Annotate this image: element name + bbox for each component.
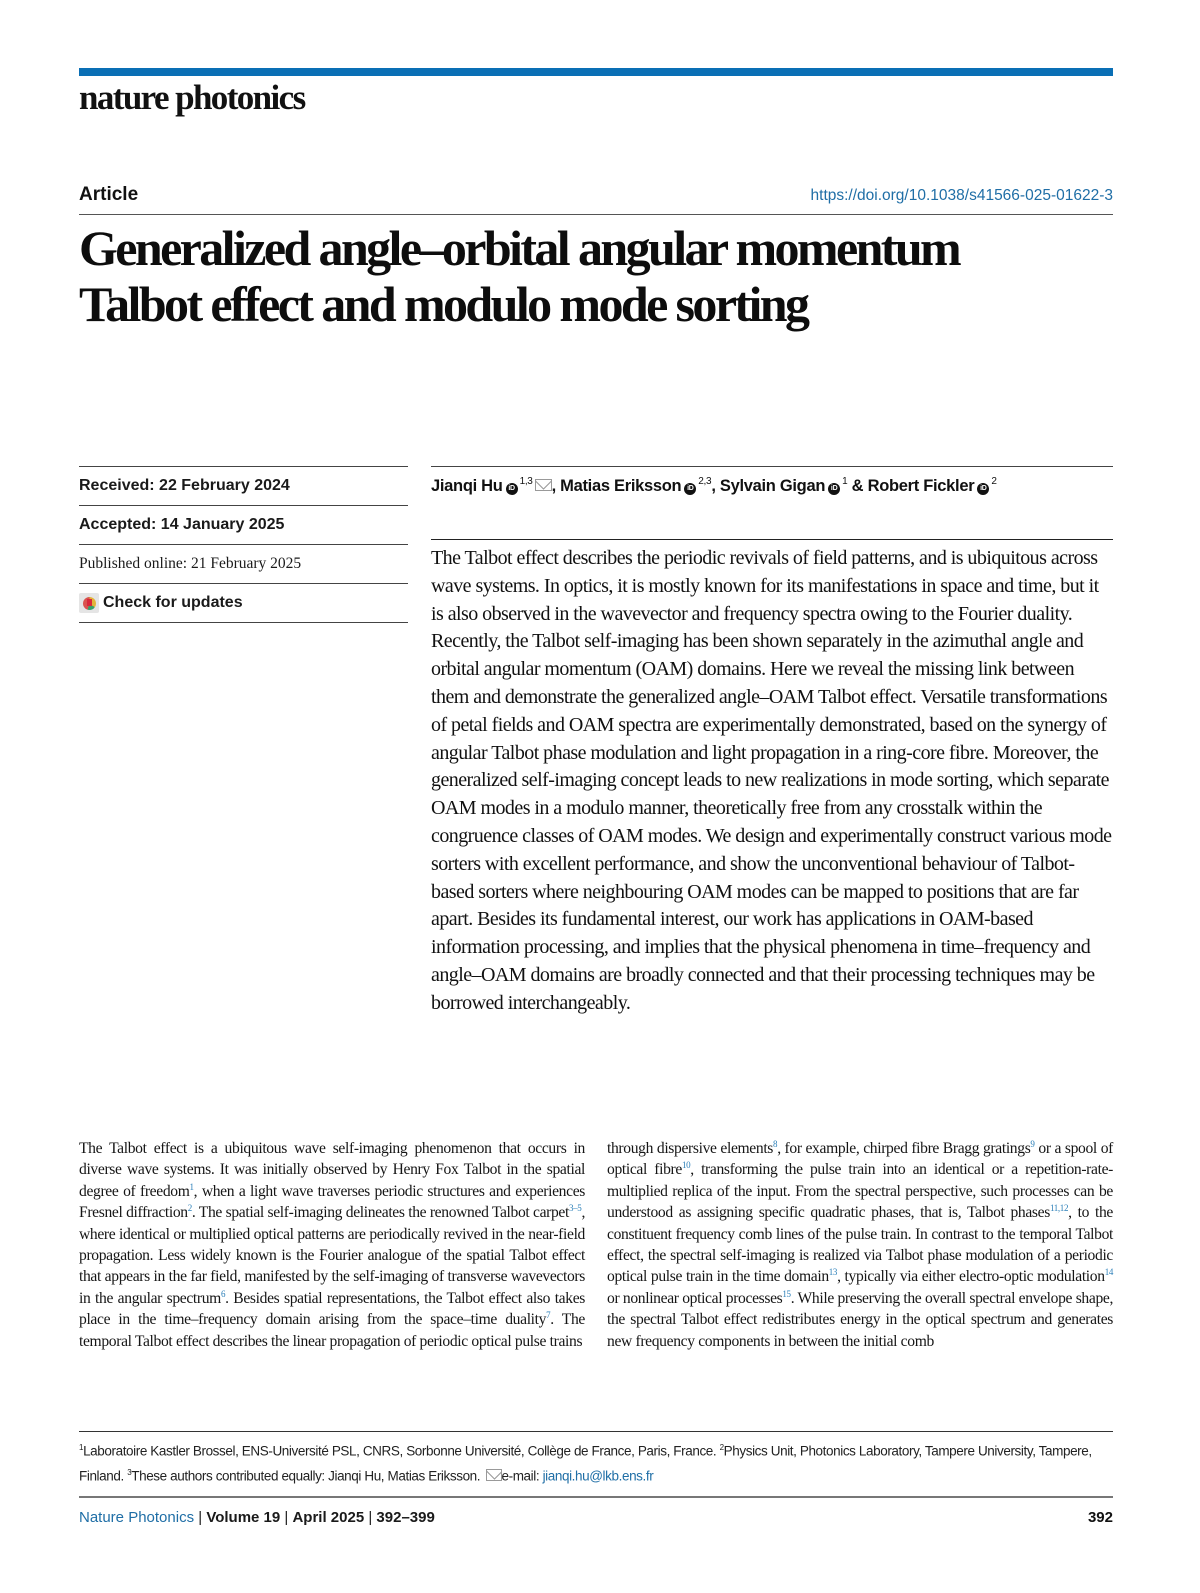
reference-link[interactable]: 6 [220,1288,226,1299]
affiliation-2: Physics Unit, Photonics Laboratory, Tampere University, Tampere, Finland. [79,1443,1092,1484]
body-text-column-right: through dispersive elements$^8$, for example, chirped fibre Bragg gratings$^9$ or a spool of optical fibre$^{10}$, transforming the pulse train into an identical or a repetition-rate-multiplied replica of the input. From the spectral perspective, such processes can be understood as assigning specific quadratic phases, that is, Talbot phases$^{11,12}$, to the constituent frequency comb lines of the pulse train. In contrast to the temporal Talbot effect, the spectral self-imaging is realized via Talbot phase modulation of a periodic optical pulse train in the time domain$^{13}$, typically via either electro-optic modulation$^{14}$ or nonlinear optical processes$^{15}$. While preserving the overall spectral envelope shape, the spectral Talbot effect redistributes energy in the optical spectrum and generates new frequency components in between the initial comb [607,1138,1114,1350]
reference-link[interactable]: 7 [546,1310,551,1321]
author-name[interactable]: Sylvain Gigan [719,477,826,495]
mail-icon[interactable] [535,479,552,491]
doi-link[interactable]: https://doi.org/10.1038/s41566-025-01622-3 [810,187,1113,204]
affiliation-1: Laboratoire Kastler Brossel, ENS-Université PSL, CNRS, Sorbonne Université, Collège de France, Paris, France. [83,1443,720,1459]
affiliations [79,1437,1113,1487]
author-name[interactable]: Matias Eriksson [560,477,682,495]
divider [79,622,408,623]
affiliations-divider [79,1431,1113,1432]
header-divider [79,214,1113,215]
footer-volume: Volume 19 [206,1509,281,1526]
abstract-divider [431,539,1113,540]
separator: | [364,1509,377,1526]
footer-citation [79,1509,435,1526]
reference-link[interactable]: 8 [773,1138,778,1149]
author-affiliation-refs: 1,3 [519,476,533,487]
orcid-icon[interactable]: iD [684,483,696,495]
email-link[interactable]: jianqi.hu@lkb.ens.fr [542,1468,654,1484]
email-label: e-mail: [501,1468,543,1484]
check-for-updates-icon [79,593,99,613]
reference-link[interactable]: 14 [1104,1267,1113,1278]
article-history [79,466,408,623]
footer-divider [79,1496,1113,1498]
published-date: Published online: 21 February 2025 [79,555,302,572]
body-text-column-left: The Talbot effect is a ubiquitous wave self-imaging phenomenon that occurs in diverse wave systems. It was initially observed by Henry Fox Talbot in the spatial degree of freedom$^1$, when a light wave traverses periodic structures and experiences Fresnel diffraction$^2$. The spatial self-imaging delineates the renowned Talbot carpet$^{3-5}$, where identical or multiplied optical patterns are periodically revived in the near-field propagation. Less widely known is the Fourier analogue of the spatial Talbot effect that appears in the far field, manifested by the self-imaging of transverse wavevectors in the angular spectrum$^6$. Besides spatial representations, the Talbot effect also takes place in the time–frequency domain arising from the space–time duality$^7$. The temporal Talbot effect describes the linear propagation of periodic optical pulse trains [79,1140,586,1350]
article-title: Generalized angle–orbital angular momentum Talbot effect and modulo mode sorting [79,220,960,332]
affiliation-number: 1 [79,1443,84,1452]
reference-link[interactable]: 1 [189,1181,194,1192]
affiliation-number: 3 [127,1468,132,1477]
author-name[interactable]: Jianqi Hu [431,477,503,495]
reference-link[interactable]: 13 [828,1267,838,1278]
page-number: 392 [1087,1509,1113,1526]
orcid-icon[interactable]: iD [506,483,518,495]
abstract: The Talbot effect describes the periodic revivals of field patterns, and is ubiquitous across wave systems. In optics, it is mostly known for its manifestations in space and time, but it is also observed in the wavevector and frequency spectra owing to the Fourier duality. Recently, the Talbot self-imaging has been shown separately in the azimuthal angle and orbital angular momentum (OAM) domains. Here we reveal the missing link between them and demonstrate the generalized angle–OAM Talbot effect. Versatile transformations of petal fields and OAM spectra are experimentally demonstrated, based on the synergy of angular Talbot phase modulation and light propagation in a ring-core fibre. Moreover, the generalized self-imaging concept leads to new realizations in mode sorting, which separate OAM modes in a modulo manner, theoretically free from any crosstalk within the congruence classes of OAM modes. We design and experimentally construct various mode sorters with excellent performance, and show the unconventional behaviour of Talbot-based sorters where neighbouring OAM modes can be mapped to positions that are far apart. Besides its fundamental interest, our work has applications in OAM-based information processing, and implies that the physical phenomena in time–frequency and angle–OAM domains are broadly connected and that their processing techniques may be borrowed interchangeably. [431,547,1112,1014]
received-date: Received: 22 February 2024 [79,477,290,494]
journal-accent-bar [79,68,1113,76]
check-for-updates-label: Check for updates [103,594,243,611]
accepted-date: Accepted: 14 January 2025 [79,516,285,533]
orcid-icon[interactable]: iD [828,483,840,495]
article-type-label: Article [79,184,139,205]
reference-link[interactable]: 15 [782,1288,791,1299]
footer-journal-link[interactable]: Nature Photonics [79,1509,195,1526]
mail-icon [486,1469,502,1481]
author-affiliation-refs: 1 [842,476,848,487]
affiliation-number: 2 [719,1443,724,1452]
footer-pages: 392–399 [376,1509,435,1526]
author-separator: , [551,477,561,495]
author-separator: & [847,477,868,495]
reference-link[interactable]: 2 [187,1203,192,1214]
reference-link[interactable]: 10 [681,1160,691,1171]
authors-divider [431,466,1113,467]
check-for-updates-button[interactable] [79,584,408,622]
separator: | [194,1509,207,1526]
journal-logo: nature photonics [79,78,305,117]
reference-link[interactable]: 11,12 [1049,1203,1069,1214]
author-list [431,476,997,496]
orcid-icon[interactable]: iD [977,483,989,495]
author-name[interactable]: Robert Fickler [867,477,975,495]
equal-contribution-note: These authors contributed equally: Jianqi Hu, Matias Eriksson. [131,1468,484,1484]
author-affiliation-refs: 2,3 [698,476,712,487]
reference-link[interactable]: 3–5 [569,1203,582,1214]
footer-date: April 2025 [292,1509,365,1526]
author-separator: , [711,477,720,495]
author-affiliation-refs: 2 [991,476,997,487]
separator: | [280,1509,293,1526]
reference-link[interactable]: 9 [1030,1138,1035,1149]
